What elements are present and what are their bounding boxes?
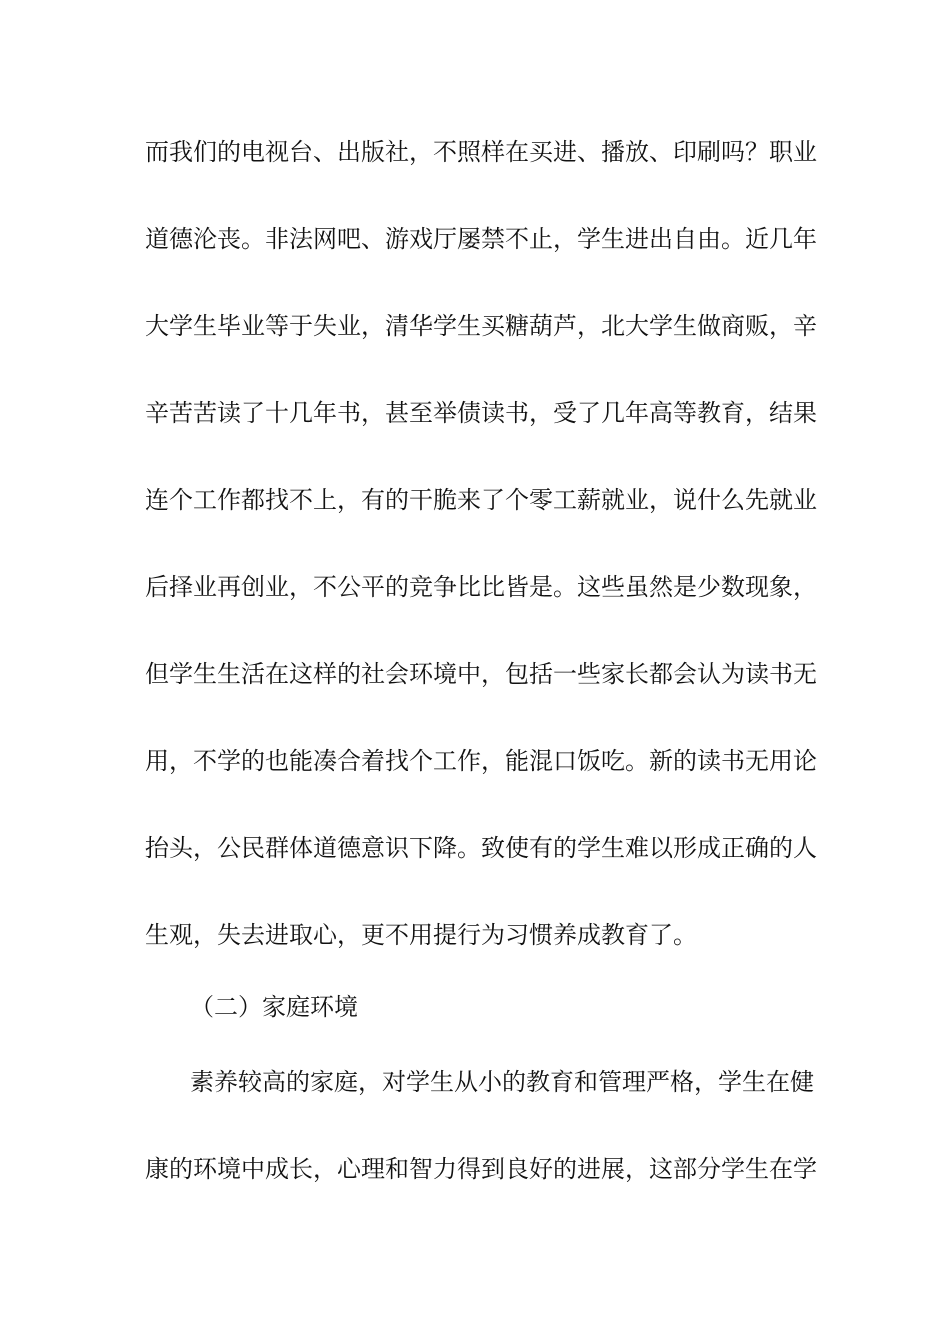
paragraph-line: 而我们的电视台、出版社，不照样在买进、播放、印刷吗？职业 xyxy=(145,138,817,166)
paragraph-line: 生观，失去进取心，更不用提行为习惯养成教育了。 xyxy=(145,921,697,949)
paragraph-line: 道德沦丧。非法网吧、游戏厅屡禁不止，学生进出自由。近几年 xyxy=(145,225,817,253)
paragraph-line: 抬头，公民群体道德意识下降。致使有的学生难以形成正确的人 xyxy=(145,834,817,862)
section-heading: （二）家庭环境 xyxy=(190,993,358,1021)
paragraph-line: 康的环境中成长，心理和智力得到良好的进展，这部分学生在学 xyxy=(145,1155,817,1183)
paragraph-line: 连个工作都找不上，有的干脆来了个零工薪就业，说什么先就业 xyxy=(145,486,817,514)
paragraph-line: 但学生生活在这样的社会环境中，包括一些家长都会认为读书无 xyxy=(145,660,817,688)
paragraph-line: 辛苦苦读了十几年书，甚至举债读书，受了几年高等教育，结果 xyxy=(145,399,817,427)
paragraph-line: 用，不学的也能凑合着找个工作，能混口饭吃。新的读书无用论 xyxy=(145,747,817,775)
paragraph-line: 后择业再创业，不公平的竞争比比皆是。这些虽然是少数现象， xyxy=(145,573,817,601)
paragraph-line: 大学生毕业等于失业，清华学生买糖葫芦，北大学生做商贩，辛 xyxy=(145,312,817,340)
paragraph-line: 素养较高的家庭，对学生从小的教育和管理严格，学生在健 xyxy=(190,1068,814,1096)
